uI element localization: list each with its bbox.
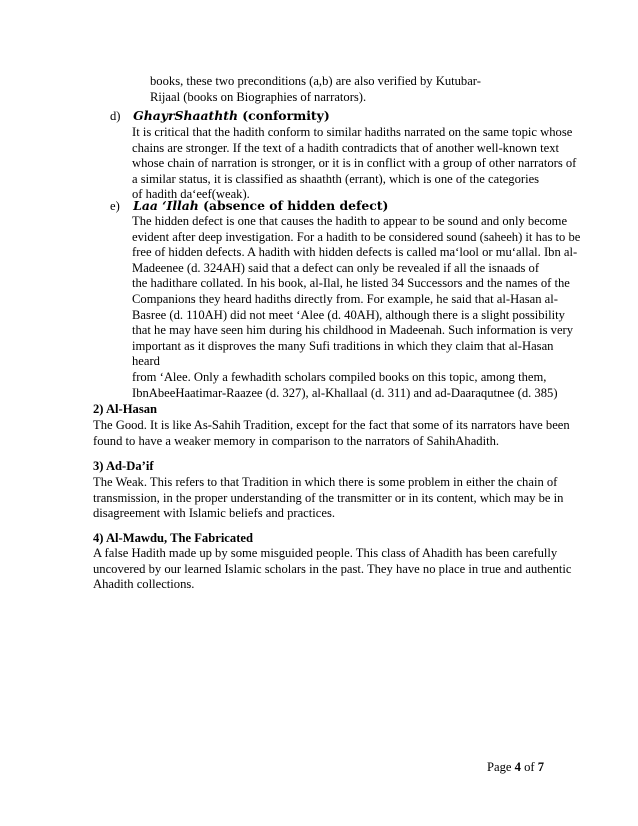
text-line: books, these two preconditions (a,b) are also verified by Kutubar- — [150, 74, 481, 88]
text-line: transmission, in the proper understanding of the transmitter or in its content, which may be in — [93, 490, 564, 505]
text-line: It is critical that the hadith conform to similar hadiths narrated on the same topic whose — [132, 125, 573, 139]
item-d-heading — [110, 108, 330, 124]
section-heading-al-hasan: 2) Al-Hasan — [93, 402, 158, 416]
item-title — [133, 198, 388, 213]
footer-prefix: Page — [487, 760, 515, 774]
item-title-italic: GhayrShaathth — [133, 108, 238, 123]
text-line: Basree (d. 110AH) did not meet ‘Alee (d. 40AH), although there is a slight possibility — [132, 307, 565, 322]
text-line: uncovered by our learned Islamic scholars in the past. They have no place in true and authentic — [93, 561, 572, 576]
text-line: from ‘Alee. Only a fewhadith scholars compiled books on this topic, among them, — [132, 369, 547, 384]
text-line: Madeenee (d. 324AH) said that a defect can only be revealed if all the isnaads of — [132, 260, 540, 275]
item-title — [133, 108, 330, 123]
text-line: whose chain of narration is stronger, or it is in conflict with a group of other narrators of — [132, 156, 577, 171]
text-line: free of hidden defects. A hadith with hidden defects is called ma‘lool or mu‘allal. Ibn al- — [132, 245, 578, 260]
item-title-rest: (conformity) — [237, 108, 330, 123]
footer-middle: of — [520, 760, 538, 774]
text-line: The Good. It is like As-Sahih Tradition, except for the fact that some of its narrators have been — [93, 418, 570, 432]
current-page-number: 4 — [514, 760, 521, 774]
section-heading-ad-daif: 3) Ad-Da’if — [93, 459, 154, 473]
item-title-rest: (absence of hidden defect) — [198, 198, 389, 213]
total-pages-number: 7 — [537, 760, 545, 774]
section-body-al-hasan — [93, 418, 583, 449]
item-title-italic: Laa ‘Illah — [133, 198, 199, 213]
text-line: a similar status, it is classified as shaathth (errant), which is one of the categories — [132, 171, 540, 186]
text-line: evident after deep investigation. For a hadith to be considered sound (saheeh) it has to be — [132, 229, 581, 244]
continuation-paragraph — [150, 74, 590, 106]
text-line: found to have a weaker memory in comparison to the narrators of SahihAhadith. — [93, 433, 500, 448]
text-line: IbnAbeeHaatimar-Raazee (d. 327), al-Khallaal (d. 311) and ad-Daaraqutnee (d. 385) — [132, 385, 558, 400]
text-line: important as it disproves the many Sufi traditions in which they claim that al-Hasan heard — [132, 338, 554, 369]
text-line: A false Hadith made up by some misguided people. This class of Ahadith has been carefully — [93, 546, 558, 560]
section-heading-al-mawdu: 4) Al-Mawdu, The Fabricated — [93, 531, 253, 545]
text-line: The hidden defect is one that causes the hadith to appear to be sound and only become — [132, 214, 568, 228]
item-label: e) — [110, 199, 120, 213]
text-line: chains are stronger. If the text of a hadith contradicts that of another well-known text — [132, 140, 559, 155]
text-line: Ahadith collections. — [93, 577, 195, 592]
text-line: The Weak. This refers to that Tradition in which there is some problem in either the chain of — [93, 475, 558, 489]
text-line: of hadith da‘eef(weak). — [132, 187, 250, 202]
item-label: d) — [110, 109, 121, 123]
text-line: the hadithare collated. In his book, al-Ilal, he listed 34 Successors and the names of the — [132, 276, 570, 291]
item-e-heading — [110, 198, 388, 214]
item-d-body — [132, 125, 584, 203]
section-body-al-mawdu — [93, 546, 583, 593]
item-e-body — [132, 214, 584, 401]
text-line: Rijaal (books on Biographies of narrators). — [150, 89, 367, 104]
text-line: that he may have seen him during his childhood in Madeenah. Such information is very — [132, 323, 574, 338]
text-line: disagreement with Islamic beliefs and practices. — [93, 506, 335, 521]
text-line: Companions they heard hadiths directly from. For example, he said that al-Hasan al- — [132, 291, 558, 306]
section-body-ad-daif — [93, 475, 583, 522]
page-number-footer — [487, 760, 544, 775]
